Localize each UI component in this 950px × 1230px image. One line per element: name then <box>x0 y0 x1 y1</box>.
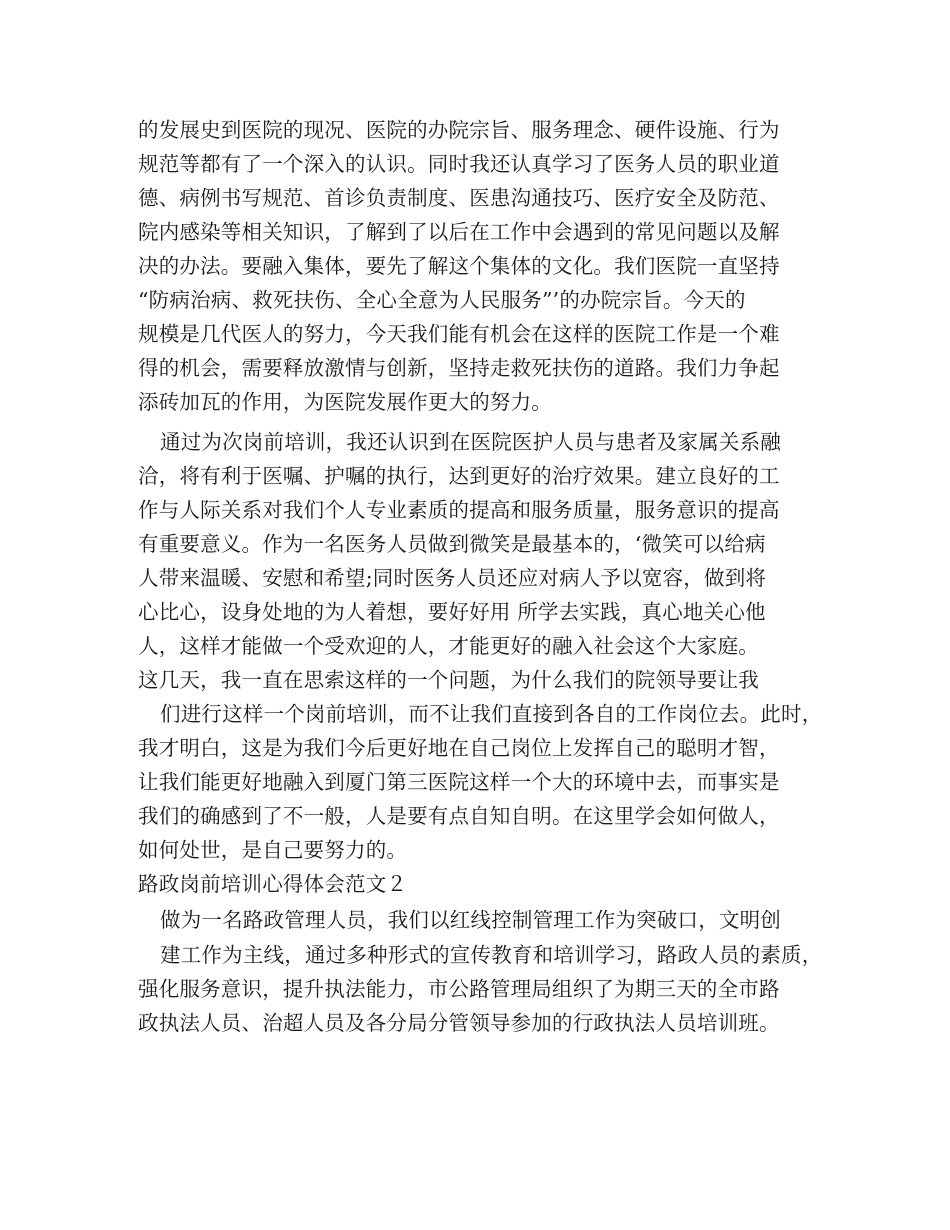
text-line: 添砖加瓦的作用，为医院发展作更大的努力。 <box>138 390 552 414</box>
text-line: 洽，将有利于医嘱、护嘱的执行，达到更好的治疗效果。建立良好的工 <box>138 464 780 488</box>
text-line: 我才明白，这是为我们今后更好地在自己岗位上发挥自己的聪明才智， <box>138 736 780 760</box>
text-line: 强化服务意识，提升执法能力，市公路管理局组织了为期三天的全市路 <box>138 977 780 1001</box>
text-line: 作与人际关系对我们个人专业素质的提高和服务质量，服务意识的提高 <box>138 498 780 522</box>
text-line: 我们的确感到了不一般，人是要有点自知自明。在这里学会如何做人， <box>138 804 780 828</box>
text-line: 政执法人员、治超人员及各分局分管领导参加的行政执法人员培训班。 <box>138 1011 780 1035</box>
paragraph-first-line: 们进行这样一个岗前培训，而不让我们直接到各自的工作岗位去。此时， <box>160 702 823 726</box>
text-line: 的发展史到医院的现况、医院的办院宗旨、服务理念、硬件设施、行为 <box>138 118 780 142</box>
text-line: 人，这样才能做一个受欢迎的人，才能更好的融入社会这个大家庭。 <box>138 634 759 658</box>
paragraph-first-line: 建工作为主线，通过多种形式的宣传教育和培训学习，路政人员的素质， <box>160 943 823 967</box>
text-line: 人带来温暖、安慰和希望;同时医务人员还应对病人予以宽容，做到将 <box>138 566 767 590</box>
paragraph-first-line: 通过为次岗前培训，我还认识到在医院医护人员与患者及家属关系融 <box>160 430 781 454</box>
text-line: 有重要意义。作为一名医务人员做到微笑是最基本的，‘微笑可以给病 <box>138 532 766 556</box>
text-line: 路政岗前培训心得体会范文２ <box>138 872 408 896</box>
text-line: 规范等都有了一个深入的认识。同时我还认真学习了医务人员的职业道 <box>138 152 780 176</box>
text-line: 规模是几代医人的努力，今天我们能有机会在这样的医院工作是一个难 <box>138 322 780 346</box>
text-line: 得的机会，需要释放激情与创新，坚持走救死扶伤的道路。我们力争起 <box>138 356 780 380</box>
text-line: 院内感染等相关知识，了解到了以后在工作中会遇到的常见问题以及解 <box>138 220 780 244</box>
text-line: 德、病例书写规范、首诊负责制度、医患沟通技巧、医疗安全及防范、 <box>138 186 780 210</box>
text-line: 决的办法。要融入集体，要先了解这个集体的文化。我们医院一直坚持 <box>138 254 780 278</box>
text-line: 这几天，我一直在思索这样的一个问题，为什么我们的院领导要让我 <box>138 668 759 692</box>
text-line: “防病治病、救死扶伤、全心全意为人民服务”’的办院宗旨。今天的 <box>138 288 746 312</box>
text-line: 心比心，设身处地的为人着想，要好好用 所学去实践，真心地关心他 <box>138 600 766 624</box>
text-line: 如何处世，是自己要努力的。 <box>138 838 408 862</box>
text-line: 让我们能更好地融入到厦门第三医院这样一个大的环境中去，而事实是 <box>138 770 780 794</box>
section-heading: 做为一名路政管理人员，我们以红线控制管理工作为突破口，文明创 <box>160 908 781 932</box>
